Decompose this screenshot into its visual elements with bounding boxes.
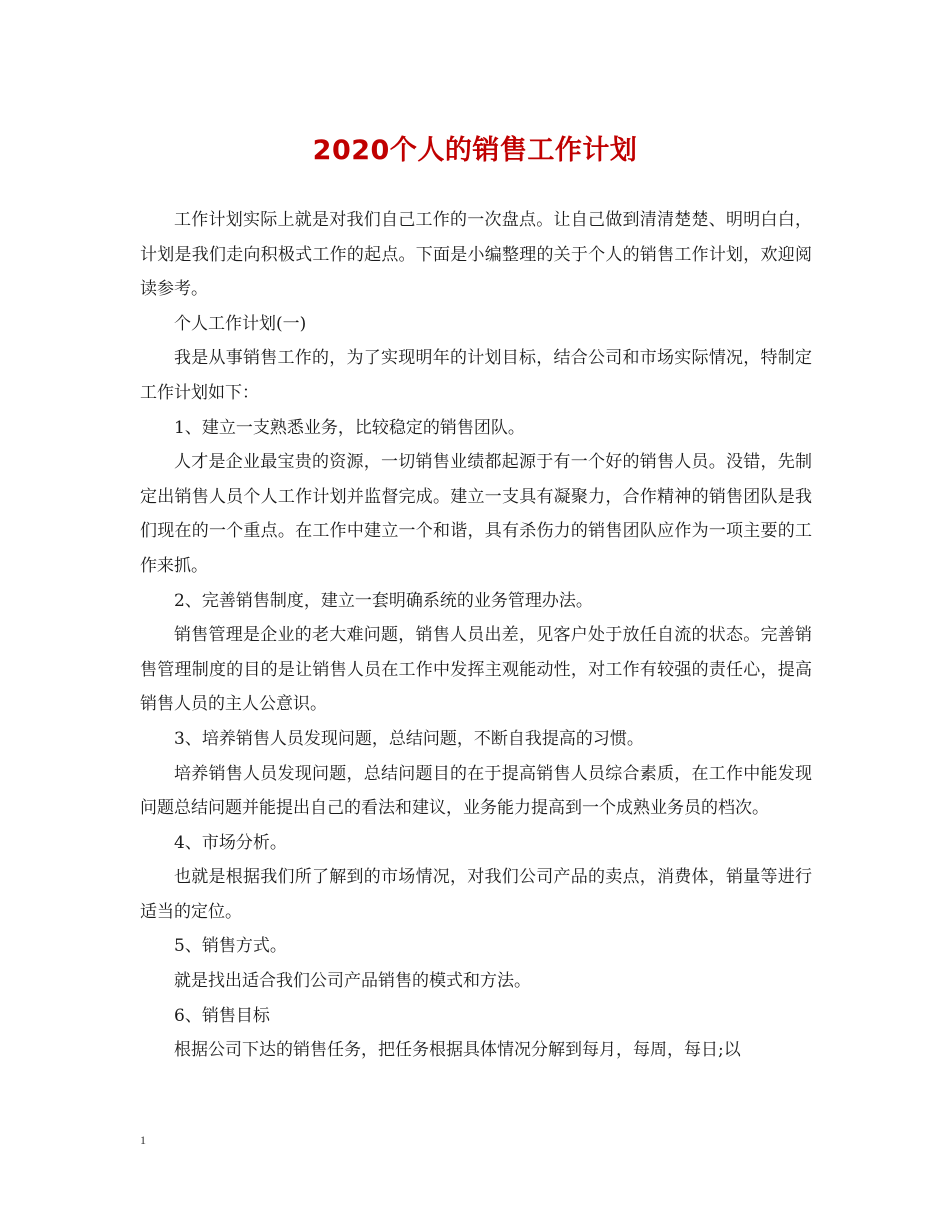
paragraph: 我是从事销售工作的，为了实现明年的计划目标，结合公司和市场实际情况，特制定工作计划如下：: [140, 348, 812, 403]
paragraph: 培养销售人员发现问题，总结问题目的在于提高销售人员综合素质，在工作中能发现问题总结问题并能提出自己的看法和建议，业务能力提高到一个成熟业务员的档次。: [140, 763, 812, 819]
paragraph: 也就是根据我们所了解到的市场情况，对我们公司产品的卖点，消费体，销量等进行适当的定位。: [140, 867, 812, 922]
paragraph: 就是找出适合我们公司产品销售的模式和方法。: [174, 971, 531, 992]
document-body: [140, 203, 812, 1068]
paragraph: 根据公司下达的销售任务，把任务根据具体情况分解到每月，每周，每日;以: [174, 1040, 741, 1061]
paragraph: 销售管理是企业的老大难问题，销售人员出差，见客户处于放任自流的状态。完善销售管理制度的目的是让销售人员在工作中发挥主观能动性，对工作有较强的责任心，提高销售人员的主人公意识。: [140, 625, 812, 715]
paragraph: 6、销售目标: [174, 1005, 270, 1026]
paragraph: 人才是企业最宝贵的资源，一切销售业绩都起源于有一个好的销售人员。没错，先制定出销售人员个人工作计划并监督完成。建立一支具有凝聚力，合作精神的销售团队是我们现在的一个重点。在工作中建立一个和谐，具有杀伤力的销售团队应作为一项主要的工作来抓。: [140, 452, 812, 576]
paragraph: 3、培养销售人员发现问题，总结问题，不断自我提高的习惯。: [174, 728, 644, 749]
paragraph: 2、完善销售制度，建立一套明确系统的业务管理办法。: [174, 590, 593, 611]
paragraph: 4、市场分析。: [174, 832, 287, 853]
paragraph: 5、销售方式。: [174, 936, 287, 957]
paragraph: 1、建立一支熟悉业务，比较稳定的销售团队。: [174, 417, 525, 438]
paragraph: 个人工作计划(一): [174, 313, 307, 334]
document-title: 2020个人的销售工作计划: [312, 135, 638, 166]
page-number: 1: [140, 1133, 146, 1147]
paragraph: 工作计划实际上就是对我们自己工作的一次盘点。让自己做到清清楚楚、明明白白，计划是我们走向积极式工作的起点。下面是小编整理的关于个人的销售工作计划，欢迎阅读参考。: [140, 210, 812, 300]
